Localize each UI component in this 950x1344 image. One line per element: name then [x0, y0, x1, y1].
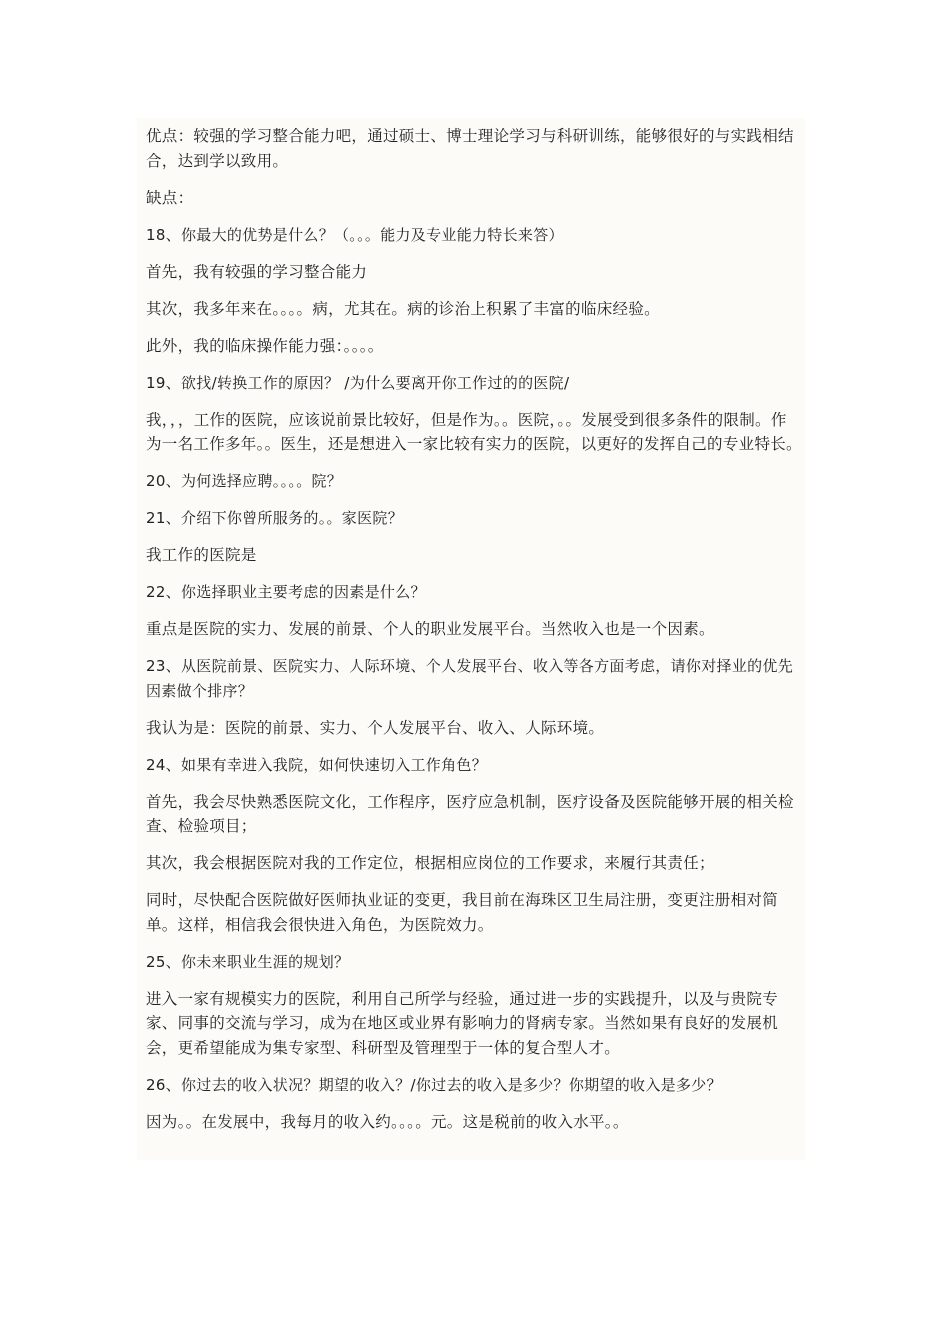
answer-paragraph: 优点：较强的学习整合能力吧，通过硕士、博士理论学习与科研训练，能够很好的与实践相结合，达到学以致用。	[146, 127, 794, 170]
question-heading: 19、欲找/转换工作的原因？ /为什么要离开你工作过的的医院/	[146, 373, 570, 392]
question-heading: 26、你过去的收入状况？期望的收入？/你过去的收入是多少？你期望的收入是多少？	[146, 1075, 722, 1094]
answer-paragraph: 我工作的医院是	[146, 546, 257, 564]
question-heading: 25、你未来职业生涯的规划？	[146, 952, 350, 971]
answer-paragraph: 首先，我会尽快熟悉医院文化，工作程序，医疗应急机制，医疗设备及医院能够开展的相关检查、检验项目；	[146, 792, 794, 835]
answer-paragraph: 其次，我会根据医院对我的工作定位，根据相应岗位的工作要求，来履行其责任；	[146, 854, 715, 872]
answer-paragraph: 同时，尽快配合医院做好医师执业证的变更，我目前在海珠区卫生局注册，变更注册相对简单。这样，相信我会很快进入角色，为医院效力。	[146, 891, 779, 934]
question-heading: 22、你选择职业主要考虑的因素是什么？	[146, 583, 426, 601]
answer-paragraph: 我，，，工作的医院，应该说前景比较好，但是作为。。医院，。。发展受到很多条件的限制。作为一名工作多年。。医生，还是想进入一家比较有实力的医院，以更好的发挥自己的专业特长。	[146, 410, 802, 453]
question-heading: 24、如果有幸进入我院，如何快速切入工作角色？	[146, 755, 487, 774]
answer-paragraph: 重点是医院的实力、发展的前景、个人的职业发展平台。当然收入也是一个因素。	[146, 620, 715, 638]
question-heading: 20、为何选择应聘。。。。院？	[146, 472, 343, 490]
document-body	[146, 124, 802, 1147]
answer-paragraph: 首先，我有较强的学习整合能力	[146, 262, 368, 281]
question-heading: 18、你最大的优势是什么？（。。。能力及专业能力特长来答）	[146, 225, 564, 244]
answer-paragraph: 因为。。在发展中，我每月的收入约。。。。元。这是税前的收入水平。。	[146, 1112, 629, 1131]
answer-paragraph: 缺点：	[146, 188, 194, 207]
question-heading: 21、介绍下你曾所服务的。。家医院？	[146, 509, 403, 527]
answer-paragraph: 此外，我的临床操作能力强：。。。。	[146, 336, 384, 355]
question-heading: 23、从医院前景、医院实力、人际环境、个人发展平台、收入等各方面考虑，请你对择业的优先因素做个排序？	[146, 657, 793, 700]
answer-paragraph: 我认为是：医院的前景、实力、个人发展平台、收入、人际环境。	[146, 718, 605, 737]
answer-paragraph: 其次，我多年来在。。。。病，尤其在。病的诊治上积累了丰富的临床经验。	[146, 299, 660, 318]
answer-paragraph: 进入一家有规模实力的医院，利用自己所学与经验，通过进一步的实践提升，以及与贵院专家、同事的交流与学习，成为在地区或业界有影响力的肾病专家。当然如果有良好的发展机会，更希望能成为集专家型、科研型及管理型于一体的复合型人才。	[146, 989, 779, 1057]
